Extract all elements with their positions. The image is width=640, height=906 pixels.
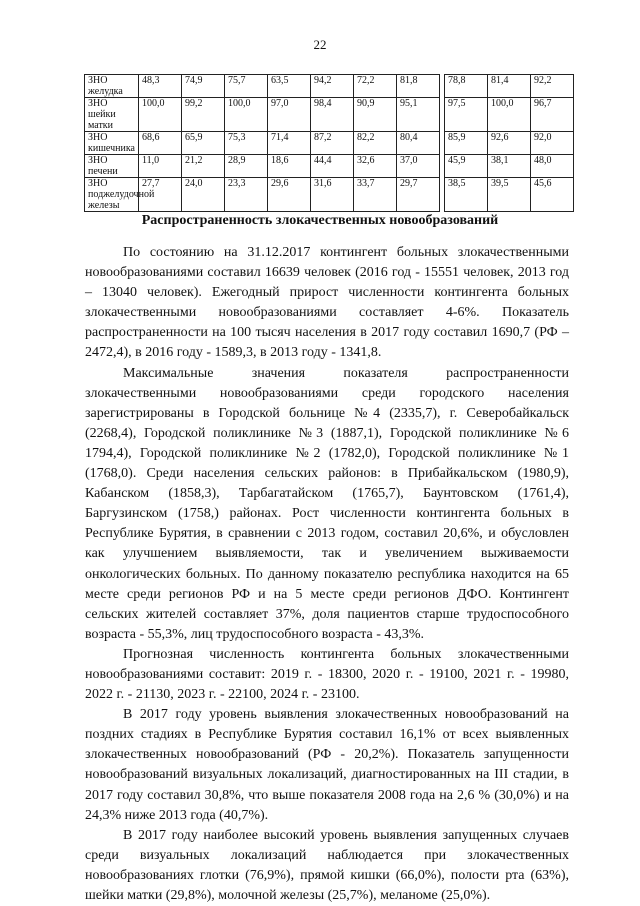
table-cell: 39,5: [488, 178, 531, 212]
table-cell: 37,0: [397, 155, 440, 178]
table-cell: 97,0: [268, 98, 311, 132]
table-cell: 45,6: [531, 178, 574, 212]
table-row: [85, 178, 574, 212]
page-number: 22: [313, 37, 327, 52]
table-cell: 68,6: [139, 132, 182, 155]
table-cell: 95,1: [397, 98, 440, 132]
statistics-table: [84, 74, 574, 212]
table-cell: 92,0: [531, 132, 574, 155]
paragraph: В 2017 году уровень выявления злокачественных новообразований на поздних стадиях в Республике Бурятия составил 16,1% от всех выявленных злокачественных новообразований (РФ - 20,2%). Показатель запущенности новообразований визуальных локализаций, диагностированных на III стадии, в 2017 году составил 30,8%, что выше показателя 2008 года на 2,6 % (30,0%) и на 24,3% ниже 2013 года (40,7%).: [85, 707, 569, 823]
table-row: [85, 132, 574, 155]
table-cell: 63,5: [268, 75, 311, 98]
table-cell: 38,1: [488, 155, 531, 178]
table-cell: 24,0: [182, 178, 225, 212]
paragraph: В 2017 году наиболее высокий уровень выявления запущенных случаев среди визуальных локализаций наблюдается при злокачественных новообразованиях глотки (76,9%), прямой кишки (66,0%), полости рта (63%), шейки матки (29,8%), молочной железы (25,7%), меланоме (25,0%).: [85, 827, 569, 903]
table-cell: 82,2: [354, 132, 397, 155]
table-cell: 29,7: [397, 178, 440, 212]
table-cell: 94,2: [311, 75, 354, 98]
table-cell: 81,4: [488, 75, 531, 98]
table-cell: 92,2: [531, 75, 574, 98]
table-cell: 92,6: [488, 132, 531, 155]
table-cell: 100,0: [225, 98, 268, 132]
table-cell: 74,9: [182, 75, 225, 98]
section-title: Распространенность злокачественных новообразований: [141, 213, 499, 228]
table-cell: 75,3: [225, 132, 268, 155]
table-cell: 71,4: [268, 132, 311, 155]
paragraph: Максимальные значения показателя распространенности злокачественными новообразованиями среди городского населения зарегистрированы в Городской больнице №4 (2335,7), г. Северобайкальск (2268,4), Городской поликлинике №3 (1887,1), Городской поликлинике №6 1794,4), Городской поликлинике №2 (1782,0), Городской поликлинике №1 (1768,0). Среди населения сельских районов: в Прибайкальском (1980,9), Кабанском (1858,3), Тарбагатайском (1765,7), Баунтовском (1761,4), Баргузинском (1758,) районах. Рост численности контингента больных в Республике Бурятия, в сравнении с 2013 годом, составил 20,6%, и обусловлен как улучшением выявляемости, так и увеличением выживаемости онкологических больных. По данному показателю республика находится на 65 месте среди регионов РФ и на 5 месте среди регионов ДФО. Контингент сельских жителей составляет 37%, доля пациентов старше трудоспособного возраста - 55,3%, лиц трудоспособного возраста - 43,3%.: [85, 365, 569, 642]
row-label: ЗНО печени: [85, 155, 139, 178]
table-cell: 87,2: [311, 132, 354, 155]
paragraph: По состоянию на 31.12.2017 контингент больных злокачественными новообразованиями составил 16639 человек (2016 год - 15551 человек, 2013 год – 13040 человек). Ежегодный прирост численности контингента больных злокачественными новообразованиями составляет 4-6%. Показатель распространенности на 100 тысяч населения в 2017 году составил 1690,7 (РФ – 2472,4), в 2016 году - 1589,3, в 2013 году - 1341,8.: [85, 245, 569, 361]
body-text: [85, 243, 569, 906]
paragraph: Прогнозная численность контингента больных злокачественными новообразованиями составит: 2019 г. - 18300, 2020 г. - 19100, 2021 г. - 19980, 2022 г. - 21130, 2023 г. - 22100, 2024 г. - 23100.: [85, 646, 569, 703]
table-row: [85, 155, 574, 178]
table-cell: 48,0: [531, 155, 574, 178]
table-cell: 21,2: [182, 155, 225, 178]
table-cell: 18,6: [268, 155, 311, 178]
table-cell: 90,9: [354, 98, 397, 132]
table-cell: 48,3: [139, 75, 182, 98]
table-cell: 100,0: [488, 98, 531, 132]
table-cell: 11,0: [139, 155, 182, 178]
table-cell: 38,5: [445, 178, 488, 212]
table-cell: 96,7: [531, 98, 574, 132]
table-cell: 32,6: [354, 155, 397, 178]
table-cell: 31,6: [311, 178, 354, 212]
table-cell: 33,7: [354, 178, 397, 212]
table-cell: 65,9: [182, 132, 225, 155]
table-cell: 27,7: [139, 178, 182, 212]
table-cell: 29,6: [268, 178, 311, 212]
table-cell: 99,2: [182, 98, 225, 132]
table-cell: 100,0: [139, 98, 182, 132]
row-label: ЗНО желудка: [85, 75, 139, 98]
table-cell: 98,4: [311, 98, 354, 132]
table-cell: 80,4: [397, 132, 440, 155]
table-cell: 85,9: [445, 132, 488, 155]
table-cell: 28,9: [225, 155, 268, 178]
table-cell: 72,2: [354, 75, 397, 98]
row-label: ЗНО кишечника: [85, 132, 139, 155]
table-row: [85, 98, 574, 132]
table-cell: 78,8: [445, 75, 488, 98]
table-cell: 44,4: [311, 155, 354, 178]
table-cell: 45,9: [445, 155, 488, 178]
row-label: ЗНО поджелудочной железы: [85, 178, 139, 212]
row-label: ЗНО шейки матки: [85, 98, 139, 132]
table-cell: 75,7: [225, 75, 268, 98]
table-cell: 23,3: [225, 178, 268, 212]
table-cell: 81,8: [397, 75, 440, 98]
table-row: [85, 75, 574, 98]
table-cell: 97,5: [445, 98, 488, 132]
